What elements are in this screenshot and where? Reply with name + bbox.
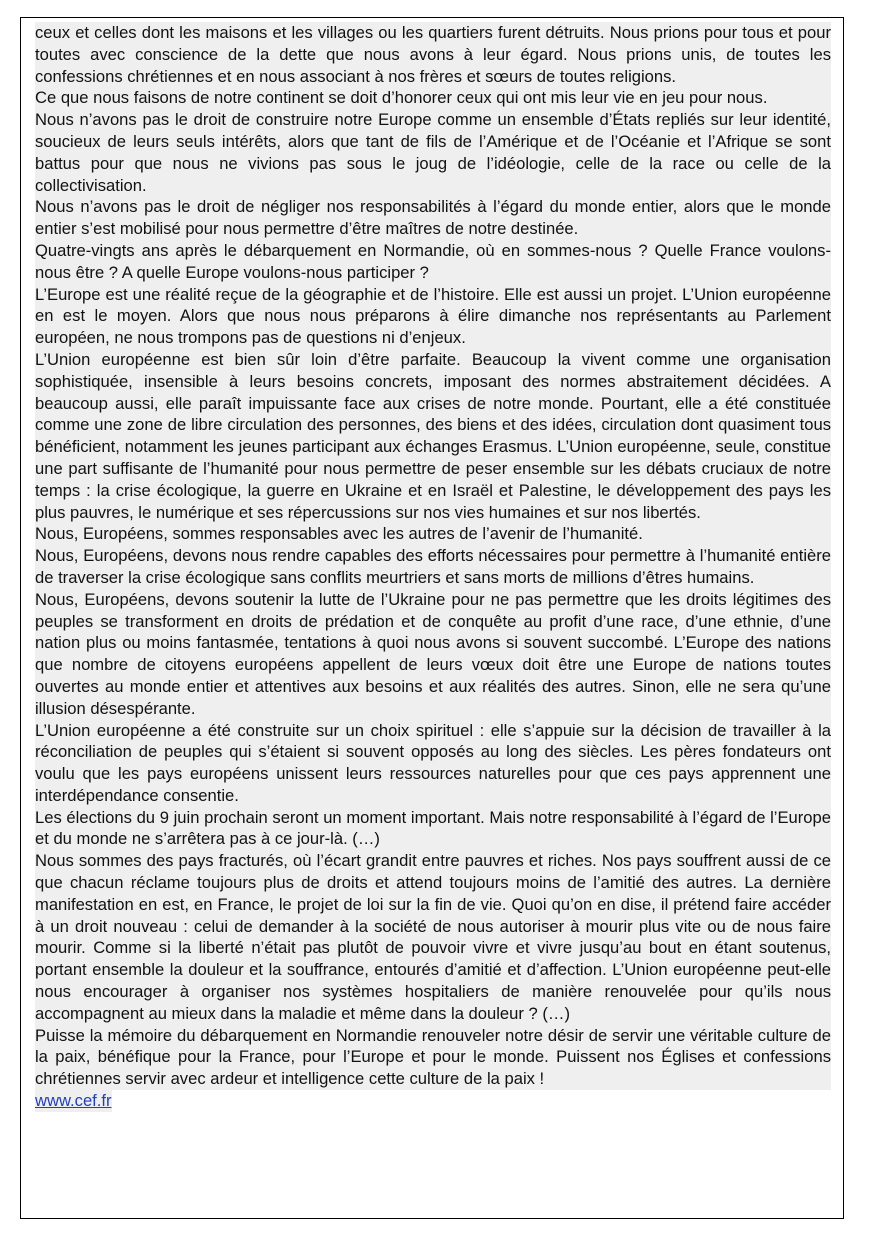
paragraph: Ce que nous faisons de notre continent se doit d’honorer ceux qui ont mis leur vie en jeu pour nous. (35, 87, 831, 109)
paragraph: Nous sommes des pays fracturés, où l’écart grandit entre pauvres et riches. Nos pays souffrent aussi de ce que chacun réclame toujours plus de droits et attend toujours moins de l’amitié des autres. La dernière manifestation en est, en France, le projet de loi sur la fin de vie. Quoi qu’on en dise, il prétend faire accéder à un droit nouveau : celui de demander à la société de nous autoriser à mourir plus vite ou de nous faire mourir. Comme si la liberté n’était pas plutôt de pouvoir vivre et vivre jusqu’au bout en étant soutenus, portant ensemble la douleur et la souffrance, entourés d’amitié et d’affection. L’Union européenne peut-elle nous encourager à organiser nos systèmes hospitaliers de manière renouvelée pour qu’ils nous accompagnent au mieux dans la maladie et même dans la douleur ? (…) (35, 851, 831, 1023)
paragraph: L’Union européenne est bien sûr loin d’être parfaite. Beaucoup la vivent comme une organisation sophistiquée, insensible à leurs besoins concrets, imposant des normes abstraitement décidées. A beaucoup aussi, elle paraît impuissante face aux crises de notre monde. Pourtant, elle a été constituée comme une zone de libre circulation des personnes, des biens et des idées, circulation dont quasiment tous bénéficient, notamment les jeunes participant aux échanges Erasmus. L’Union européenne, seule, constitue une part suffisante de l’humanité pour nous permettre de peser ensemble sur les débats cruciaux de notre temps : la crise écologique, la guerre en Ukraine et en Israël et Palestine, le développement des pays les plus pauvres, le numérique et ses répercussions sur nos vies humaines et sur nos libertés. (35, 349, 831, 522)
paragraph: Nous n’avons pas le droit de construire notre Europe comme un ensemble d’États repliés sur leur identité, soucieux de leurs seuls intérêts, alors que tant de fils de l’Amérique et de l’Océanie et l’Afrique se sont battus pour que nous ne vivions pas sous le joug de l’idéologie, celle de la race ou celle de la collectivisation. (35, 110, 831, 195)
paragraph: L’Union européenne a été construite sur un choix spirituel : elle s’appuie sur la décision de travailler à la réconciliation de peuples qui s’étaient si souvent opposés au long des siècles. Les pères fondateurs ont voulu que les pays européens unissent leurs ressources naturelles pour que ces pays apprennent une interdépendance consentie. (35, 720, 831, 805)
paragraph: Puisse la mémoire du débarquement en Normandie renouveler notre désir de servir une véritable culture de la paix, bénéfique pour la France, pour l’Europe et pour le monde. Puissent nos Églises et confessions chrétiennes servir avec ardeur et intelligence cette culture de la paix ! (35, 1025, 831, 1089)
paragraph: L’Europe est une réalité reçue de la géographie et de l’histoire. Elle est aussi un projet. L’Union européenne en est le moyen. Alors que nous nous préparons à élire dimanche nos représentants au Parlement européen, ne nous trompons pas de questions ni d’enjeux. (35, 284, 831, 348)
source-link-line (35, 1090, 112, 1112)
paragraph: Nous, Européens, devons soutenir la lutte de l’Ukraine pour ne pas permettre que les droits légitimes des peuples se transforment en droits de prédation et de conquête au profit d’une race, d’une ethnie, d’une nation plus ou moins fantasmée, tentations à quoi nous avons si souvent succombé. L’Europe des nations que nombre de citoyens européens appellent de leurs vœux doit être une Europe de nations toutes ouvertes au monde entier et attentives aux besoins et aux réalités des autres. Sinon, elle ne sera qu’une illusion désespérante. (35, 589, 831, 718)
source-link[interactable]: www.cef.fr (35, 1091, 112, 1111)
paragraph: Nous, Européens, sommes responsables avec les autres de l’avenir de l’humanité. (35, 523, 831, 545)
document-body (35, 22, 831, 1112)
paragraph: ceux et celles dont les maisons et les villages ou les quartiers furent détruits. Nous prions pour tous et pour toutes avec conscience de la dette que nous avons à leur égard. Nous prions unis, de toutes les confessions chrétiennes et en nous associant à nos frères et sœurs de toutes religions. (35, 23, 831, 86)
paragraph: Nous, Européens, devons nous rendre capables des efforts nécessaires pour permettre à l’humanité entière de traverser la crise écologique sans conflits meurtriers et sans morts de millions d’êtres humains. (35, 546, 831, 587)
paragraph: Les élections du 9 juin prochain seront un moment important. Mais notre responsabilité à l’égard de l’Europe et du monde ne s’arrêtera pas à ce jour-là. (…) (35, 807, 831, 849)
paragraph: Quatre-vingts ans après le débarquement en Normandie, où en sommes-nous ? Quelle France voulons-nous être ? A quelle Europe voulons-nous participer ? (35, 240, 831, 282)
paragraph: Nous n’avons pas le droit de négliger nos responsabilités à l’égard du monde entier, alors que le monde entier s’est mobilisé pour nous permettre d’être maîtres de notre destinée. (35, 197, 831, 239)
